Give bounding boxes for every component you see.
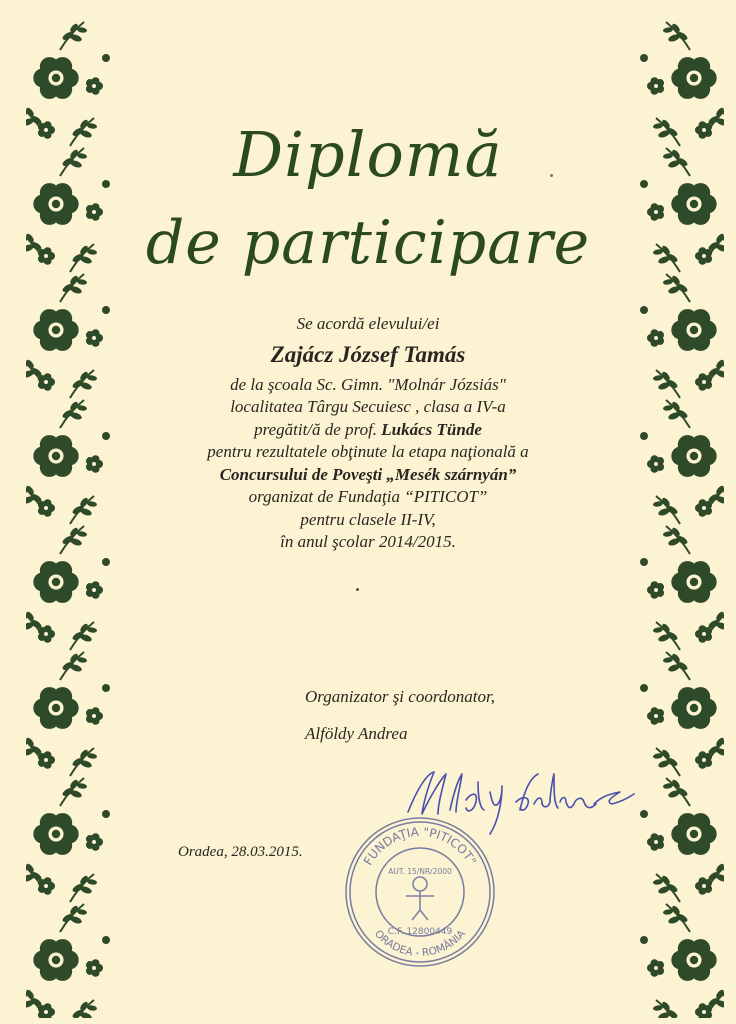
leaf-sprig-icon xyxy=(70,622,97,650)
leaf-sprig-icon xyxy=(70,496,97,524)
leaf-sprig-icon xyxy=(663,904,690,932)
stamp-top-text: FUNDAŢIA "PITICOT" xyxy=(360,824,480,868)
small-flower-icon xyxy=(86,77,103,95)
small-flower-icon xyxy=(38,1003,55,1018)
teacher-line xyxy=(120,419,616,442)
organizer-role: Organizator şi coordonator, xyxy=(305,687,496,706)
small-flower-icon xyxy=(38,625,55,643)
flower-icon xyxy=(671,57,716,99)
leaf-sprig-icon xyxy=(60,778,87,806)
small-flower-icon xyxy=(647,581,664,599)
leaf-sprig-icon xyxy=(663,652,690,680)
leaf-sprig-icon xyxy=(663,400,690,428)
leaf-sprig-icon xyxy=(663,22,690,50)
leaf-sprig-icon xyxy=(663,778,690,806)
small-flower-icon xyxy=(38,877,55,895)
leaf-sprig-icon xyxy=(60,274,87,302)
small-flower-icon xyxy=(86,959,103,977)
small-flower-icon xyxy=(86,833,103,851)
leaf-sprig-icon xyxy=(653,874,680,902)
flower-icon xyxy=(33,939,78,981)
student-name: Zajácz József Tamás xyxy=(270,341,466,367)
small-flower-icon xyxy=(647,329,664,347)
flower-icon xyxy=(33,57,78,99)
teacher-name: Lukács Tünde xyxy=(381,419,482,439)
title-participation: de participare xyxy=(145,208,591,278)
small-flower-icon xyxy=(86,707,103,725)
leaf-sprig-icon xyxy=(653,622,680,650)
stamp-child-figure xyxy=(406,877,434,920)
small-flower-icon xyxy=(647,959,664,977)
teacher-prefix: pregătit/ă de prof. xyxy=(254,419,382,439)
leaf-sprig-icon xyxy=(653,748,680,776)
leaf-sprig-icon xyxy=(60,526,87,554)
small-flower-icon xyxy=(647,77,664,95)
flower-icon xyxy=(33,309,78,351)
stamp-aut: AUT. 15/NR/2000 xyxy=(388,867,452,876)
small-flower-icon xyxy=(86,455,103,473)
small-flower-icon xyxy=(695,625,712,643)
speck xyxy=(550,174,553,177)
small-flower-icon xyxy=(38,499,55,517)
award-intro: Se acordă elevului/ei xyxy=(296,314,440,333)
school-line: de la şcoala Sc. Gimn. "Molnár Józsiás" xyxy=(230,374,506,394)
flower-icon xyxy=(671,435,716,477)
small-flower-icon xyxy=(695,751,712,769)
leaf-sprig-icon xyxy=(70,1000,97,1018)
stamp-cf: C.F. 12800449 xyxy=(387,927,453,937)
flower-icon xyxy=(671,813,716,855)
leaf-sprig-icon xyxy=(70,370,97,398)
results-line: pentru rezultatele obţinute la etapa naţională a xyxy=(207,442,529,461)
leaf-sprig-icon xyxy=(663,526,690,554)
leaf-sprig-icon xyxy=(653,496,680,524)
foundation-stamp xyxy=(340,812,500,972)
small-flower-icon xyxy=(86,581,103,599)
flower-icon xyxy=(671,939,716,981)
place-date: Oradea, 28.03.2015. xyxy=(178,844,303,860)
leaf-sprig-icon xyxy=(60,904,87,932)
flower-icon xyxy=(671,687,716,729)
small-flower-icon xyxy=(647,707,664,725)
speck xyxy=(356,588,359,591)
organizer-name: Alföldy Andrea xyxy=(305,724,408,743)
flower-icon xyxy=(33,435,78,477)
leaf-sprig-icon xyxy=(653,370,680,398)
title-diploma: Diplomă xyxy=(233,118,503,191)
small-flower-icon xyxy=(38,373,55,391)
leaf-sprig-icon xyxy=(70,874,97,902)
flower-icon xyxy=(671,309,716,351)
leaf-sprig-icon xyxy=(663,274,690,302)
locality-line: localitatea Târgu Secuiesc , clasa a IV-a xyxy=(230,397,506,416)
leaf-sprig-icon xyxy=(60,400,87,428)
flower-icon xyxy=(33,687,78,729)
leaf-sprig-icon xyxy=(60,22,87,50)
leaf-sprig-icon xyxy=(653,1000,680,1018)
stamp-bottom-text: ORADEA - ROMÂNIA xyxy=(372,927,468,960)
year-line: în anul şcolar 2014/2015. xyxy=(280,532,456,551)
organizer-line: organizat de Fundaţia “PITICOT” xyxy=(248,487,488,506)
small-flower-icon xyxy=(695,373,712,391)
leaf-sprig-icon xyxy=(60,652,87,680)
diploma-body xyxy=(120,313,616,554)
small-flower-icon xyxy=(695,877,712,895)
small-flower-icon xyxy=(647,455,664,473)
small-flower-icon xyxy=(695,499,712,517)
small-flower-icon xyxy=(86,329,103,347)
flower-icon xyxy=(33,813,78,855)
flower-icon xyxy=(33,561,78,603)
classes-line: pentru clasele II-IV, xyxy=(300,509,436,529)
small-flower-icon xyxy=(38,751,55,769)
small-flower-icon xyxy=(647,833,664,851)
small-flower-icon xyxy=(695,1003,712,1018)
leaf-sprig-icon xyxy=(70,748,97,776)
flower-icon xyxy=(671,561,716,603)
contest-line: Concursului de Poveşti „Mesék szárnyán” xyxy=(219,464,517,484)
